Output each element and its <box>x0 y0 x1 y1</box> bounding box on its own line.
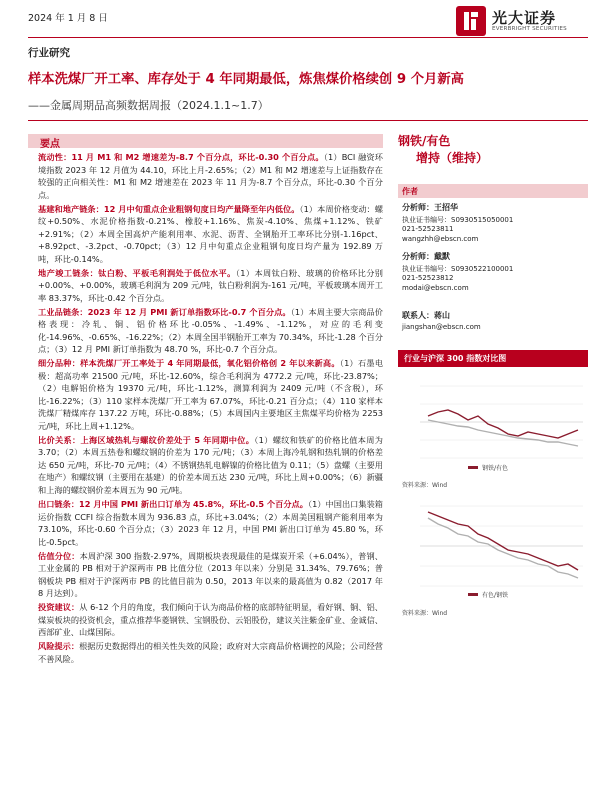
analyst-name: 分析师：戴默 <box>402 252 450 261</box>
index-comparison-chart-2 <box>398 494 588 604</box>
summary-paragraph: 工业品链条：2023 年 12 月 PMI 新订单指数环比-0.7 个百分点。（1）本周主要大宗商品价格表现：冷轧、铜、铝价格环比-0.05%、-1.49%、-1.12%，对应的毛利变化-14.96%、-0.65%、-16.22%；（2）本周全国半钢胎开工率为 70.34%，环比-1.28 个百分点；（3）12 月 PMI 新订单指数为 48.70 %，环比-0.7 个百分点。 <box>38 306 383 355</box>
sector-rating: 增持（维持） <box>416 151 489 165</box>
summary-paragraph: 比价关系：上海区域热轧与螺纹价差处于 5 年同期中位。（1）螺纹和铁矿的价格比值本周为 3.70；（2）本周五热卷和螺纹钢的价差为 170 元/吨；（3）本周上海冷轧钢和热轧钢的价格差达 650 元/吨，环比-70 元/吨；（4）不锈钢热轧电解镍的价格比值为 0.11；（5）盘螺（主要用在地产）和螺纹钢（主要用在基建）的价差本周五达 230 元/吨，环比上周+0.00%；（6）新疆和上海的螺纹钢价差本周五为 90 元/吨。 <box>38 434 383 495</box>
chart-source: 资料来源：Wind <box>402 482 448 489</box>
analyst-email[interactable]: wangzhh@ebscn.com <box>402 235 479 243</box>
contact-email[interactable]: jiangshan@ebscn.com <box>402 323 481 331</box>
title-divider <box>28 120 588 121</box>
chart-heading: 行业与沪深 300 指数对比图 <box>404 354 507 363</box>
authors-heading-bar <box>398 184 588 198</box>
index-comparison-chart-1 <box>398 376 588 476</box>
analyst-cert: 执业证书编号：S0930522100001 <box>402 265 514 273</box>
logo-mark-icon <box>456 6 486 36</box>
analyst-cert: 执业证书编号：S0930515050001 <box>402 216 514 224</box>
report-subtitle: ——金属周期品高频数据周报（2024.1.1~1.7） <box>28 99 269 112</box>
logo-text: 光大证券 <box>492 9 557 27</box>
summary-paragraph: 投资建议：从 6-12 个月的角度，我们倾向于认为商品价格的底部特征明显，看好钢、铜、铝、煤炭板块的投资机会，重点推荐华菱钢铁、宝钢股份、云铝股份，建议关注紫金矿业、金诚信、西部矿业、山煤国际。 <box>38 602 383 638</box>
logo-subtext: EVERBRIGHT SECURITIES <box>492 26 567 32</box>
authors-heading: 作者 <box>402 187 418 196</box>
broker-logo <box>456 6 586 36</box>
summary-paragraph: 流动性：11 月 M1 和 M2 增速差为-8.7 个百分点，环比-0.30 个百分点。（1）BCI 融资环境指数 2023 年 12 月值为 44.10，环比上月-2.65%；（2）M1 和 M2 增速差与上证指数存在较强的正向相关性：M1 和 M2 增速差在 2023 年 11 月为-8.7 个百分点，环比-0.30 个百分点。 <box>38 152 383 200</box>
summary-body <box>38 151 383 667</box>
report-category: 行业研究 <box>28 47 70 59</box>
analyst-email[interactable]: modai@ebscn.com <box>402 284 469 292</box>
summary-heading: 要点 <box>40 139 60 150</box>
chart-source: 资料来源：Wind <box>402 610 448 617</box>
summary-paragraph: 基建和地产链条：12 月中旬重点企业粗钢旬度日均产量降至年内低位。（1）本周价格变动：螺纹+0.50%、水泥价格指数-0.21%、橡胶+1.16%、焦炭-4.10%、焦煤+1.12%、铁矿+2.91%；（2）本周全国高炉产能利用率、水泥、沥青、全钢胎开工率环比分别-1.16pct、+8.92pct、-3.2pct、-0.70pct；（3）12 月中旬重点企业粗钢旬度日均产量为 192.89 万吨，环比-0.14%。 <box>38 203 383 264</box>
sector-name: 钢铁/有色 <box>398 134 451 148</box>
summary-paragraph: 风险提示：根据历史数据得出的相关性失效的风险；政府对大宗商品价格调控的风险；公司经营不善风险。 <box>38 641 383 664</box>
chart-heading-bar <box>398 350 588 367</box>
summary-heading-bar <box>28 134 383 148</box>
summary-paragraph: 地产竣工链条：钛白粉、平板毛利润处于低位水平。（1）本周钛白粉、玻璃的价格环比分别+0.00%、+0.00%，玻璃毛利润为 209 元/吨，钛白粉利润为-161 元/吨，平板玻璃本周开工率 83.37%，环比-0.42 个百分点。 <box>38 267 383 303</box>
report-title: 样本洗煤厂开工率、库存处于 4 年同期最低，炼焦煤价格续创 9 个月新高 <box>28 72 464 87</box>
header-divider <box>28 37 588 38</box>
chart-legend: 有色/钢铁 <box>482 592 509 599</box>
analyst-name: 分析师：王招华 <box>402 203 458 212</box>
summary-paragraph: 细分品种：样本洗煤厂开工率处于 4 年同期最低，氧化铝价格创 2 年以来新高。（1）石墨电极：超高功率 21500 元/吨，环比-12.60%，综合毛利润为 4772.2 元/吨，环比-23.87%；（2）电解铝价格为 19370 元/吨，环比-1.12%，测算利润为 2409 元/吨（不含税），环比-16.22%；（3）110 家样本洗煤厂开工率为 67.07%，环比-0.21 百分点；（4）110 家样本洗煤厂精煤库存 137.22 万吨，环比-0.88%；（5）本周国内主要地区主焦煤平均价格为 2253 元/吨，环比上周+1.12%。 <box>38 358 384 431</box>
analyst-phone: 021-52523812 <box>402 274 454 282</box>
analyst-phone: 021-52523811 <box>402 225 454 233</box>
summary-paragraph: 出口链条：12 月中国 PMI 新出口订单为 45.8%，环比-0.5 个百分点。（1）中国出口集装箱运价指数 CCFI 综合指数本周为 936.83 点，环比+3.04%；（2）本周美国粗钢产能利用率为 73.10%，环比-0.60 个百分点；（3）2023 年 12 月，中国 PMI 新出口订单为 45.80 %，环比-0.5pct。 <box>38 499 383 547</box>
summary-paragraph: 估值分位：本周沪深 300 指数-2.97%，周期板块表现最佳的是煤炭开采（+6.04%），普钢、工业金属的 PB 相对于沪深两市 PB 比值分位（2013 年以来）分别是 31.34%、79.76%；普钢板块 PB 相对于沪深两市 PB 的比值目前为 0.50，2013 年以来的最高值为 0.82（2017 年 8 月达到）。 <box>38 550 383 599</box>
chart-legend: 钢铁/有色 <box>482 465 509 472</box>
report-date: 2024 年 1 月 8 日 <box>28 13 108 24</box>
contact-name: 联系人：蒋山 <box>402 311 450 320</box>
